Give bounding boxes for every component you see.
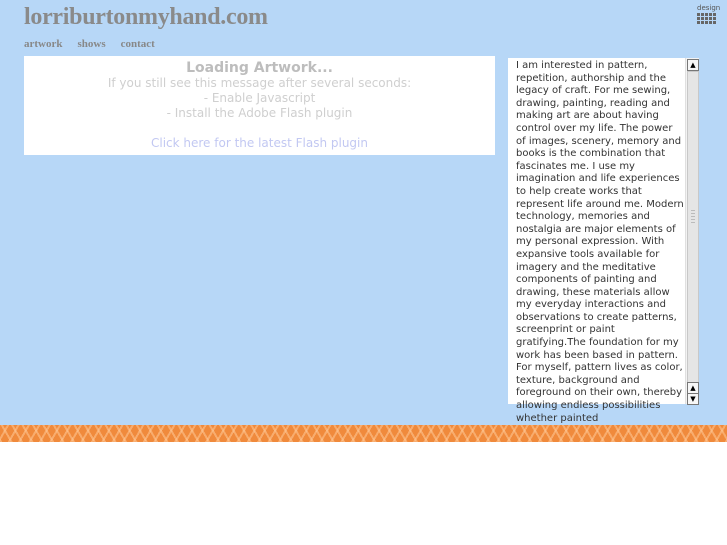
scroll-thumb[interactable] [687, 71, 699, 383]
flash-tip-plugin: - Install the Adobe Flash plugin [166, 106, 353, 120]
scroll-down-button[interactable]: ▼ [687, 393, 699, 405]
bio-scrollbar[interactable] [685, 58, 699, 404]
design-logo[interactable] [697, 4, 723, 26]
flash-placeholder [24, 56, 495, 155]
nav-artwork[interactable]: artwork [24, 38, 63, 50]
decorative-pattern-band [0, 425, 727, 442]
flash-plugin-link[interactable]: Click here for the latest Flash plugin [150, 136, 368, 150]
loading-title: Loading Artwork... [186, 60, 333, 76]
grip-icon [691, 210, 695, 224]
main-nav [24, 38, 155, 50]
flash-tip-javascript: - Enable Javascript [203, 91, 316, 105]
site-title[interactable]: lorriburtonmyhand.com [24, 4, 268, 30]
design-label: design [697, 4, 721, 12]
grid-icon [697, 13, 723, 24]
nav-contact[interactable]: contact [120, 38, 155, 50]
scroll-up-button-lower[interactable]: ▲ [687, 382, 699, 394]
flash-message: If you still see this message after several seconds: [107, 76, 412, 90]
bio-panel [508, 58, 698, 424]
nav-shows[interactable]: shows [77, 38, 106, 50]
bio-text: I am interested in pattern, repetition, authorship and the legacy of craft. For me sewing, drawing, painting, reading and making art are about having control over my life. The power of images, scenery, memory and books is the combination that fascinates me. I use my imagination and life experiences to help create works that represent life around me. Modern technology, memories and nostalgia are major elements of my personal expression. With expansive tools available for imagery and the meditative components of painting and drawing, these materials allow my everyday interactions and observations to create patterns, screenprint or paint gratifying.The foundation for my work has been based in pattern. For myself, pattern lives as color, texture, background and foreground on their own, thereby allowing endless possibilities whether painted [516, 60, 684, 424]
scroll-up-button[interactable]: ▲ [687, 59, 699, 71]
side-decoration [15, 255, 23, 410]
